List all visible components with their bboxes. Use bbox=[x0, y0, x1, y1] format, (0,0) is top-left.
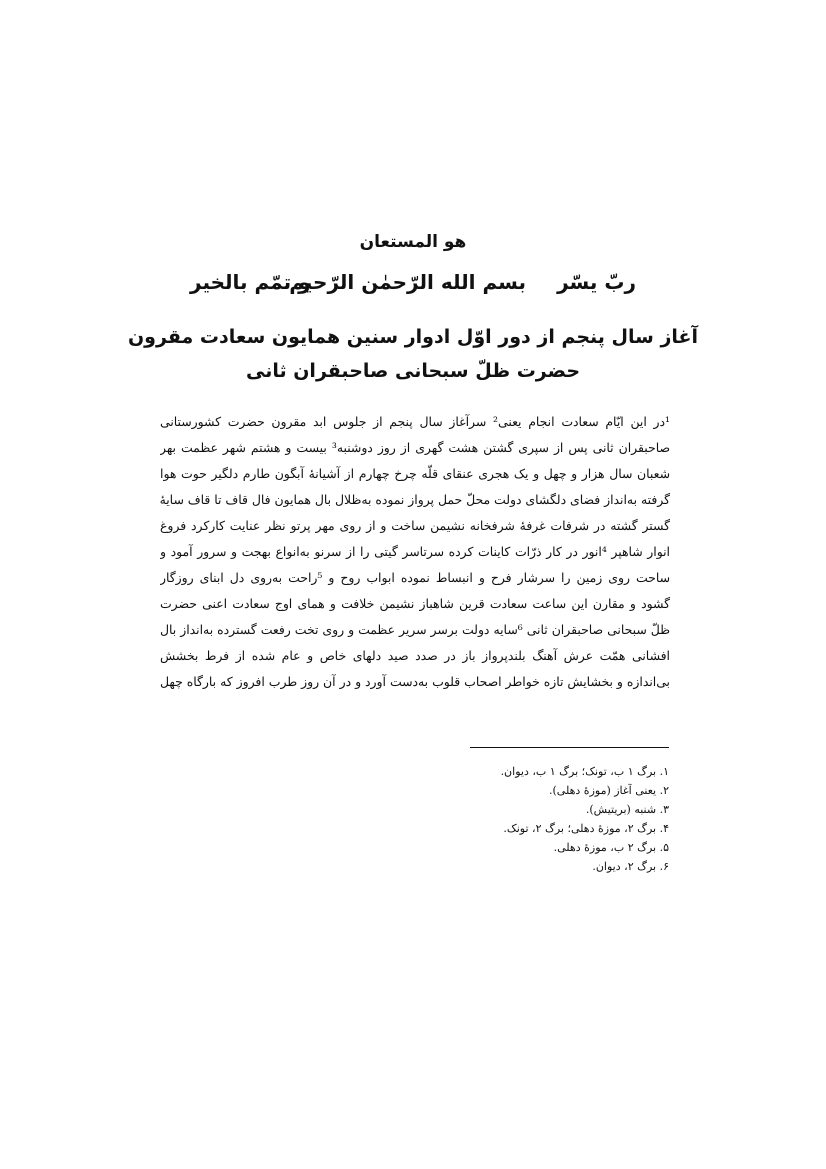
body-line: گستر گشته در شرفات غرفهٔ شرفخانه نشیمن ساخت و از روی مهر پرتو نظر عنایت کارکرد فروغ bbox=[160, 518, 670, 533]
body-paragraph bbox=[160, 409, 670, 695]
footnote-item: ۵. برگ ۲ ب، موزهٔ دهلی. bbox=[553, 841, 669, 854]
footnote-item: ۴. برگ ۲، موزهٔ دهلی؛ برگ ۲، تونک. bbox=[503, 822, 669, 835]
basmala-row bbox=[190, 270, 636, 304]
footnote-item: ۶. برگ ۲، دیوان. bbox=[592, 860, 669, 873]
body-line: صاحبقران ثانی پس از سپری گشتن هشت گهری از روز دوشنبه³ بیست و هشتم شهر عظمت بهر bbox=[160, 440, 670, 455]
footnote-divider bbox=[470, 747, 669, 748]
chapter-title-line-1: آغاز سال پنجم از دور اوّل ادوار سنین همایون سعادت مقرون bbox=[127, 326, 699, 348]
footnote-item: ۲. یعنی آغاز (موزهٔ دهلی). bbox=[549, 784, 669, 797]
basmala-center: بسم الله الرّحمٰن الرّحیم bbox=[289, 270, 526, 294]
body-line: انوار شاهپر ⁴انور در کار ذرّات کاینات کرده سرتاسر گیتی را از سرنو به‌انواع بهجت و سرور آمود و bbox=[160, 544, 670, 559]
footnotes bbox=[470, 762, 669, 876]
body-line: گشود و مقارن این ساعت سعادت قرین شاهباز نشیمن خلافت و همای اوج سعادت اعنی حضرت bbox=[160, 596, 670, 611]
chapter-title-line-2: حضرت ظلّ سبحانی صاحبقران ثانی bbox=[245, 360, 581, 382]
body-line: ¹در این ایّام سعادت انجام یعنی² سرآغاز سال پنجم از جلوس ابد مقرون حضرت کشورستانی bbox=[160, 414, 670, 429]
top-heading: هو المستعان bbox=[359, 232, 467, 252]
body-line: بی‌اندازه و بخشایش تازه خواطر اصحاب قلوب به‌دست آورد و در آن روز طرب افروز که بارگاه چهل bbox=[160, 674, 670, 689]
body-line: ساحت روی زمین را سرشار فرح و انبساط نموده ابواب روح و ⁵راحت به‌روی دل ابنای روزگار bbox=[160, 570, 670, 585]
body-line: شعبان سال هزار و چهل و یک هجری عنقای قلّه چرخ چهارم از آشیانهٔ آبگون طارم دلگیر حوت هوا bbox=[160, 466, 670, 481]
body-line: گرفته به‌انداز فضای دلگشای دولت محلّ حمل پرواز نموده به‌ظلال بال همایون فال قاف تا قاف سایهٔ bbox=[160, 492, 670, 507]
basmala-right: ربّ یسّر bbox=[557, 270, 636, 294]
body-line: ظلّ سبحانی صاحبقران ثانی ⁶سایه دولت برسر سریر عظمت و روی تخت رفعت گسترده به‌انداز بال bbox=[160, 622, 670, 637]
body-line: افشانی همّت عرش آهنگ بلندپرواز باز در صدد صید دلهای خاص و عام شده از فرط بخشش bbox=[160, 648, 670, 663]
footnote-item: ۱. برگ ۱ ب، تونک؛ برگ ۱ ب، دیوان. bbox=[500, 765, 669, 778]
basmala-left: و تمّم بالخیر bbox=[190, 270, 311, 294]
footnote-item: ۳. شنبه (بریتیش). bbox=[585, 803, 669, 816]
